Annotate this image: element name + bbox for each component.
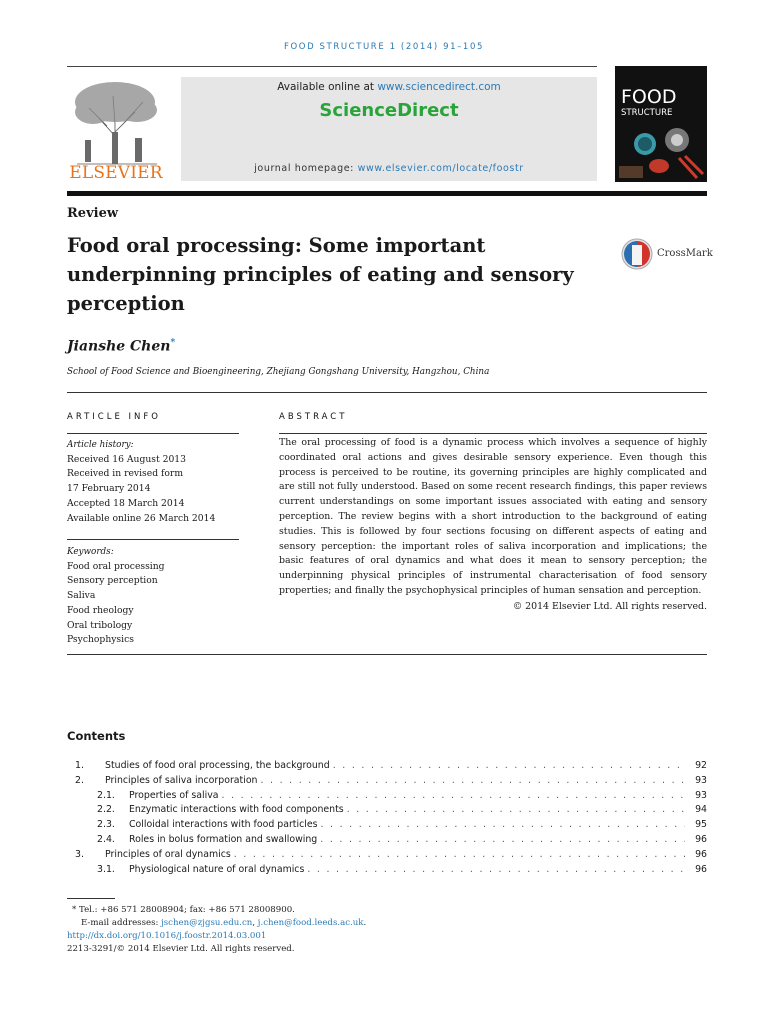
history-label: Article history: — [67, 440, 134, 450]
toc-leader — [222, 790, 685, 801]
doi-link[interactable]: http://dx.doi.org/10.1016/j.foostr.2014.03.001 — [67, 931, 267, 941]
article-title: Food oral processing: Some important underpinning principles of eating and sensory perception — [67, 234, 574, 315]
history-item: Received in revised form — [67, 468, 184, 480]
article-info-heading: ARTICLE INFO — [67, 412, 161, 422]
keywords-label: Keywords: — [67, 547, 114, 557]
abstract-text: The oral processing of food is a dynamic process which involves a sequence of highly coordinated oral actions and gives desirable sensory experience. Even though this process is perceived to be routine, its governing principles are highly complicated and are still not fully understood. Based on some recent research findings, this paper reviews current understandings on some important issues associated with eating and sensory perception. The review begins with a short introduction to the background of eating studies. This is followed by four sections focusing on different aspects of eating and sensory perception: the important roles of saliva incorporation and implications; the basic features of oral dynamics and what does it mean to sensory perception; the underpinning physical principles of instrumental characterisation of food sensory properties; and finally the psychophysical principles of human sensation and perception. — [279, 437, 707, 596]
cover-artwork-icon — [615, 122, 707, 182]
toc-number: 2.4. — [97, 833, 115, 845]
keyword: Saliva — [67, 590, 96, 602]
front-matter-rule — [67, 654, 707, 655]
abstract-copyright: © 2014 Elsevier Ltd. All rights reserved. — [512, 601, 707, 612]
toc-leader — [307, 864, 685, 875]
toc-leader — [320, 834, 685, 845]
toc-page: 96 — [695, 833, 707, 845]
toc-label: Properties of saliva — [129, 789, 219, 801]
toc-number: 2.3. — [97, 819, 115, 831]
elsevier-wordmark: ELSEVIER — [69, 163, 163, 183]
toc-number: 1. — [75, 760, 84, 771]
crossmark-label: CrossMark — [657, 248, 713, 259]
toc-number: 2.2. — [97, 804, 115, 816]
toc-page: 92 — [695, 760, 707, 771]
toc-label: Physiological nature of oral dynamics — [129, 863, 305, 875]
toc-leader — [347, 804, 685, 815]
toc-page: 96 — [695, 863, 707, 875]
crossmark-badge[interactable] — [621, 238, 711, 272]
article-history — [67, 438, 239, 526]
abstract-rule — [279, 433, 707, 434]
journal-homepage — [181, 163, 597, 174]
toc-label: Colloidal interactions with food particles — [129, 819, 318, 831]
author-footnote-mark[interactable]: * — [170, 338, 176, 348]
crossmark-icon — [621, 238, 653, 272]
available-online — [181, 81, 597, 93]
toc-entry[interactable] — [67, 790, 707, 805]
toc-label: Principles of oral dynamics — [105, 848, 231, 860]
sciencedirect-link[interactable]: www.sciencedirect.com — [377, 81, 501, 93]
toc-page: 93 — [695, 774, 707, 786]
header-rule — [67, 66, 597, 67]
email-prefix: E-mail addresses: — [81, 918, 162, 928]
toc-page: 93 — [695, 789, 707, 801]
footnote-tel: * Tel.: +86 571 28008904; fax: +86 571 28008900. — [72, 905, 295, 915]
toc-entry[interactable] — [67, 819, 707, 834]
sciencedirect-logo: ScienceDirect — [319, 100, 459, 121]
toc-entry[interactable] — [67, 775, 707, 790]
toc-leader — [234, 849, 685, 860]
toc-label: Studies of food oral processing, the background — [105, 760, 330, 771]
footnote-rule — [67, 898, 115, 899]
history-item: Available online 26 March 2014 — [67, 512, 216, 524]
toc-number: 2.1. — [97, 789, 115, 801]
history-item: Received 16 August 2013 — [67, 453, 186, 465]
affiliation: School of Food Science and Bioengineering, Zhejiang Gongshang University, Hangzhou, China — [67, 367, 490, 377]
toc-page: 94 — [695, 804, 707, 816]
history-item: 17 February 2014 — [67, 483, 151, 495]
toc-entry[interactable] — [67, 849, 707, 864]
toc-leader — [321, 819, 686, 830]
toc-number: 2. — [75, 774, 84, 786]
abstract-heading: ABSTRACT — [279, 412, 348, 422]
toc-label: Enzymatic interactions with food components — [129, 804, 344, 816]
toc-number: 3.1. — [97, 863, 115, 875]
toc-label: Principles of saliva incorporation — [105, 774, 258, 786]
email-link[interactable]: j.chen@food.leeds.ac.uk — [257, 918, 364, 928]
toc-leader — [261, 775, 686, 786]
table-of-contents — [67, 760, 707, 878]
keywords — [67, 545, 239, 648]
homepage-prefix: journal homepage: — [254, 163, 358, 174]
toc-number: 3. — [75, 848, 84, 860]
masthead-divider — [67, 191, 707, 196]
doi — [67, 931, 266, 941]
author-name — [67, 338, 175, 355]
author-text: Jianshe Chen — [67, 338, 171, 355]
history-item: Accepted 18 March 2014 — [67, 497, 185, 509]
affiliation-rule — [67, 392, 707, 393]
article-info-rule — [67, 433, 239, 434]
homepage-link[interactable]: www.elsevier.com/locate/foostr — [357, 163, 524, 174]
toc-entry[interactable] — [67, 760, 707, 775]
running-head: FOOD STRUCTURE 1 (2014) 91–105 — [284, 42, 484, 52]
toc-entry[interactable] — [67, 834, 707, 849]
keyword: Sensory perception — [67, 575, 158, 587]
journal-cover — [615, 66, 707, 182]
keywords-rule — [67, 539, 239, 540]
keyword: Oral tribology — [67, 619, 133, 631]
email-end: . — [363, 918, 367, 928]
keyword: Food rheology — [67, 604, 134, 616]
toc-entry[interactable] — [67, 804, 707, 819]
keyword: Psychophysics — [67, 634, 134, 646]
toc-label: Roles in bolus formation and swallowing — [129, 833, 318, 845]
issn-copyright: 2213-3291/© 2014 Elsevier Ltd. All rights reserved. — [67, 944, 295, 954]
contents-heading: Contents — [67, 729, 126, 743]
toc-page: 96 — [695, 848, 707, 860]
email-link[interactable]: jschen@zjgsu.edu.cn — [161, 918, 253, 928]
cover-subtitle: STRUCTURE — [621, 108, 673, 118]
toc-leader — [333, 760, 685, 771]
article-type: Review — [67, 206, 119, 221]
toc-page: 95 — [695, 819, 707, 831]
toc-entry[interactable] — [67, 864, 707, 879]
available-prefix: Available online at — [277, 81, 378, 93]
footnote-emails — [81, 918, 366, 928]
email-separator: , — [252, 918, 258, 928]
keyword: Food oral processing — [67, 560, 165, 572]
cover-title: FOOD — [621, 86, 677, 108]
journal-banner — [181, 77, 597, 181]
